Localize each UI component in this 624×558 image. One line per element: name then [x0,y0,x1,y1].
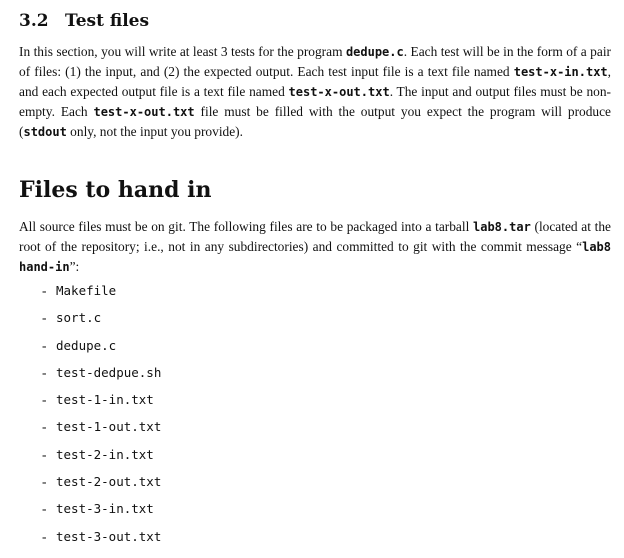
list-item [42,390,161,417]
list-item [42,472,161,499]
code-test-in-txt: test-x-in.txt [513,65,608,79]
subsection-number: 3.2 [19,11,49,31]
section-heading: Files to hand in [19,177,212,203]
file-name: Makefile [56,283,117,298]
bullet-dash: - [42,419,47,435]
bullet-dash: - [42,528,47,544]
bullet-dash: - [42,337,47,353]
list-item [42,308,161,335]
code-commit-message: lab8 hand-in [19,240,611,274]
bullet-dash: - [42,501,47,517]
file-name: test-2-in.txt [56,446,154,462]
file-name: dedupe.c [56,337,117,353]
text-run: only, not the input you provide). [66,124,243,139]
list-item [42,499,161,526]
list-item [42,445,161,472]
text-run: ”: [69,259,80,274]
code-test-out-txt: test-x-out.txt [93,105,195,119]
bullet-dash: - [42,446,47,462]
code-test-out-txt: test-x-out.txt [288,85,390,99]
text-run: , and each expected output file is a text file named [19,64,611,99]
bullet-dash: - [42,283,47,298]
file-name: test-3-in.txt [56,501,154,517]
file-name: sort.c [56,310,102,326]
list-item [42,281,161,308]
text-run: All source files must be on git. The following files are to be packaged into a tarball [19,219,473,234]
list-item [42,527,161,554]
list-item [42,363,161,390]
text-run: . The input and output files must be non-empty. Each [19,84,611,119]
bullet-dash: - [42,310,47,326]
text-run: (located at the root of the repository; i.e., not in any subdirectories) and committed to git with the commit message “ [19,219,612,254]
list-item [42,336,161,363]
file-name: test-3-out.txt [56,528,162,544]
code-lab8-tar: lab8.tar [473,220,531,234]
file-name: test-1-in.txt [56,392,154,408]
subsection-title: Test files [65,11,150,31]
text-run: In this section, you will write at least 3 tests for the program [19,44,346,59]
bullet-dash: - [42,392,47,408]
file-list [42,281,161,554]
file-name: test-dedpue.sh [56,364,162,380]
file-name: test-1-out.txt [56,419,162,435]
hand-in-paragraph [19,217,611,277]
code-dedupe-c: dedupe.c [345,45,404,59]
subsection-heading [19,10,149,32]
code-stdout: stdout [23,125,67,139]
bullet-dash: - [42,364,47,380]
text-run: file must be filled with the output you expect the program will produce ( [19,104,611,139]
file-name: test-2-out.txt [56,474,162,490]
test-files-paragraph [19,42,611,142]
bullet-dash: - [42,474,47,490]
text-run: . Each test will be in the form of a pair of files: (1) the input, and (2) the expected output. Each test input file is a text file named [19,44,611,79]
list-item [42,417,161,444]
